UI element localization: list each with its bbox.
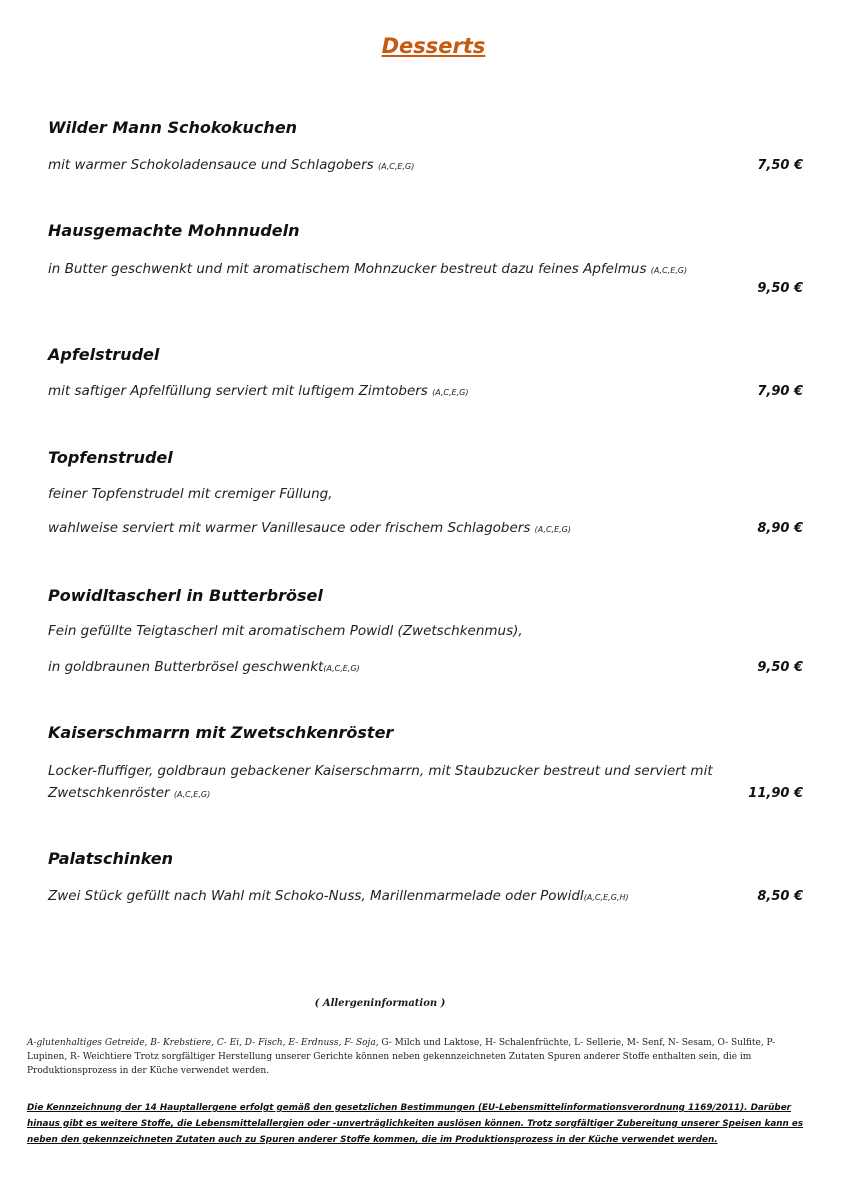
dish-price-mohnnudeln: 9,50 € bbox=[757, 281, 803, 296]
dish-allergens: (A,C,E,G) bbox=[650, 266, 688, 275]
allergen-heading: ( Allergeninformation ) bbox=[314, 998, 446, 1009]
dish-desc-topfenstrudel-line2 bbox=[48, 520, 571, 536]
dish-title-kaiserschmarrn: Kaiserschmarrn mit Zwetschkenröster bbox=[48, 723, 394, 742]
dish-desc-text: in Butter geschwenkt und mit aromatischem Mohnzucker bestreut dazu feines Apfelmus bbox=[48, 261, 651, 277]
dish-desc-text: Locker-fluffiger, goldbraun gebackener Kaiserschmarrn, mit Staubzucker bestreut und serviert mit Zwetschkenröster bbox=[48, 763, 713, 801]
dish-price-schokokuchen: 7,50 € bbox=[757, 158, 803, 173]
allergen-legend-italic: A-glutenhaltiges Getreide, B- Krebstiere, C- Ei, D- Fisch, E- Erdnuss, F- Soja, bbox=[27, 1038, 379, 1048]
dish-desc-kaiserschmarrn bbox=[48, 760, 738, 806]
dish-desc-text: mit saftiger Apfelfüllung serviert mit luftigem Zimtobers bbox=[48, 383, 433, 399]
dish-desc-text: Zwei Stück gefüllt nach Wahl mit Schoko-Nuss, Marillenmarmelade oder Powidl bbox=[48, 888, 584, 904]
dish-title-powidltascherl: Powidltascherl in Butterbrösel bbox=[48, 586, 323, 605]
dish-price-topfenstrudel: 8,90 € bbox=[757, 521, 803, 536]
allergen-legal-notice: Die Kennzeichnung der 14 Hauptallergene erfolgt gemäß den gesetzlichen Bestimmungen (EU-Lebensmittelinformationsverordnung 1169/2011). Darüber hinaus gibt es weitere Stoffe, die Lebensmittelallergien oder -unverträglichkeiten auslösen können. Trotz sorgfältiger Zubereitung unserer Speisen kann es neben den gekennzeichneten Zutaten auch zu Spuren anderer Stoffe kommen, die im Produktionsprozess in der Küche verwendet werden. bbox=[27, 1103, 804, 1145]
allergen-legend bbox=[27, 1036, 817, 1078]
dish-desc-apfelstrudel bbox=[48, 383, 468, 399]
allergen-legend-rest: G- Milch und Laktose, H- Schalenfrüchte, L- Sellerie, M- Senf, N- Sesam, O- Sulfite, P- Lupinen, R- Weichtiere Trotz sorgfältiger Herstellung unserer Gerichte können neben gekennzeichneten Zutaten Spuren anderer Stoffe enthalten sein, die im Produktionsprozess in der Küche verwendet werden. bbox=[27, 1038, 776, 1076]
dish-allergens: (A,C,E,G) bbox=[378, 162, 415, 171]
dish-title-apfelstrudel: Apfelstrudel bbox=[48, 345, 160, 364]
dish-desc-schokokuchen bbox=[48, 157, 414, 173]
dish-desc-text: mit warmer Schokoladensauce und Schlagobers bbox=[48, 157, 378, 173]
dish-desc-powidltascherl-line1: Fein gefüllte Teigtascherl mit aromatischem Powidl (Zwetschkenmus), bbox=[48, 623, 523, 639]
dish-price-powidltascherl: 9,50 € bbox=[757, 660, 803, 675]
dish-title-topfenstrudel: Topfenstrudel bbox=[48, 448, 173, 467]
dish-allergens: (A,C,E,G) bbox=[173, 790, 211, 799]
dish-allergens: (A,C,E,G,H) bbox=[583, 893, 629, 902]
dish-desc-topfenstrudel-line1: feiner Topfenstrudel mit cremiger Füllung, bbox=[48, 486, 333, 502]
dish-desc-palatschinken bbox=[48, 888, 629, 904]
dish-allergens: (A,C,E,G) bbox=[323, 664, 360, 673]
dish-allergens: (A,C,E,G) bbox=[534, 525, 571, 534]
dish-title-schokokuchen: Wilder Mann Schokokuchen bbox=[48, 118, 298, 137]
dish-desc-mohnnudeln bbox=[48, 261, 687, 277]
dish-desc-text: wahlweise serviert mit warmer Vanillesauce oder frischem Schlagobers bbox=[48, 520, 535, 536]
dish-price-apfelstrudel: 7,90 € bbox=[757, 384, 803, 399]
dish-desc-powidltascherl-line2 bbox=[48, 659, 360, 675]
dish-title-palatschinken: Palatschinken bbox=[48, 849, 174, 868]
page-title: Desserts bbox=[381, 34, 486, 58]
dish-price-kaiserschmarrn: 11,90 € bbox=[748, 786, 803, 801]
dish-title-mohnnudeln: Hausgemachte Mohnnudeln bbox=[48, 221, 300, 240]
dish-price-palatschinken: 8,50 € bbox=[757, 889, 803, 904]
dish-allergens: (A,C,E,G) bbox=[432, 388, 469, 397]
dish-desc-text: in goldbraunen Butterbrösel geschwenkt bbox=[48, 659, 324, 675]
